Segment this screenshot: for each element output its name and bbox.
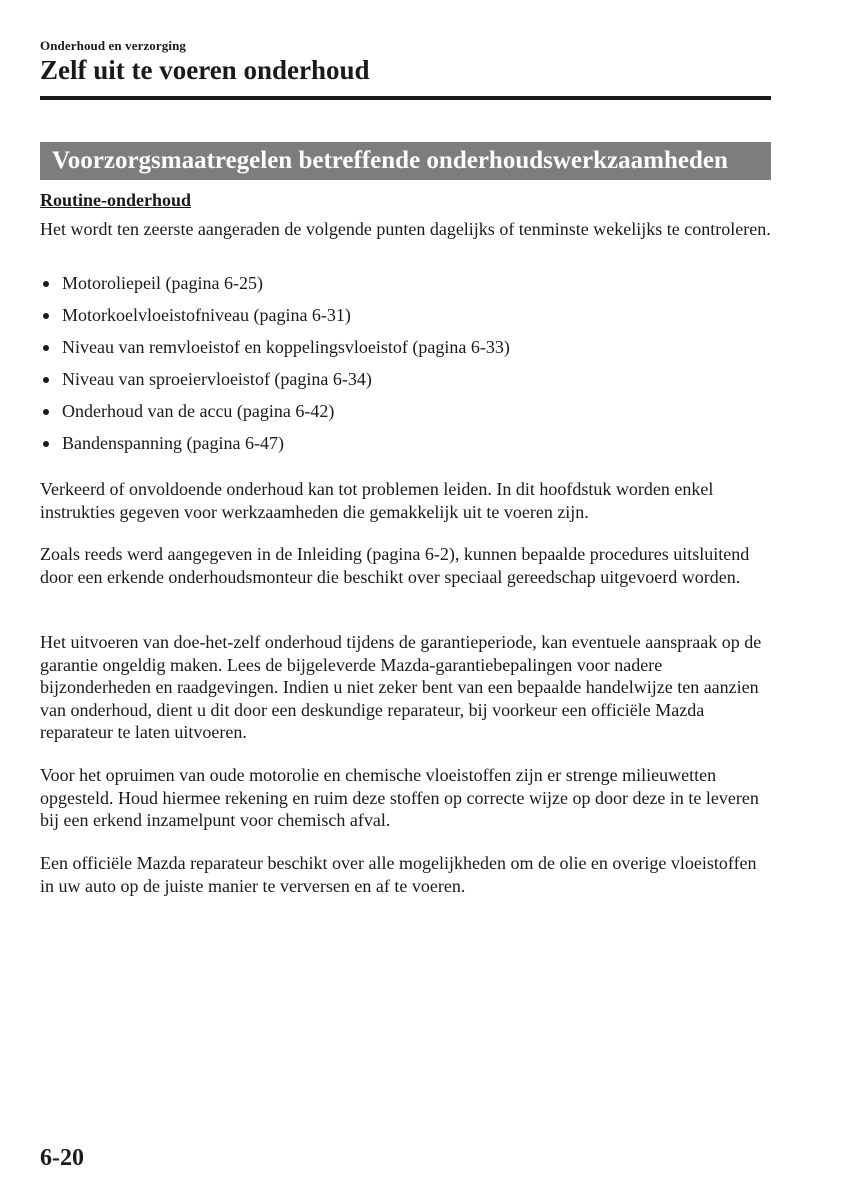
list-item-text: Niveau van sproeiervloeistof (pagina 6-34) (62, 369, 372, 389)
bullet-icon (43, 313, 49, 319)
list-item-text: Bandenspanning (pagina 6-47) (62, 433, 284, 453)
bullet-icon (43, 377, 49, 383)
routine-heading: Routine-onderhoud (40, 190, 192, 210)
paragraph-maintenance-warning: Verkeerd of onvoldoende onderhoud kan tot problemen leiden. In dit hoofdstuk worden enkel instrukties gegeven voor werkzaamheden die gemakkelijk uit te voeren zijn. (40, 479, 714, 522)
routine-checklist (40, 272, 510, 464)
section-banner (40, 142, 771, 180)
routine-intro: Het wordt ten zeerste aangeraden de volgende punten dagelijks of tenminste wekelijks te controleren. (40, 219, 771, 239)
paragraph-warranty: Het uitvoeren van doe-het-zelf onderhoud tijdens de garantieperiode, kan eventuele aanspraak op de garantie ongeldig maken. Lees de bijgeleverde Mazda-garantiebepalingen voor nadere bijzonderheden en raadgevingen. Indien u niet zeker bent van een bepaalde handelwijze ten aanzien van onderhoud, dient u dit door een deskundige reparateur, bij voorkeur een officiële Mazda reparateur te laten uitvoeren. (40, 632, 762, 742)
bullet-icon (43, 409, 49, 415)
page-title: Zelf uit te voeren onderhoud (40, 55, 370, 85)
paragraph-disposal: Voor het opruimen van oude motorolie en chemische vloeistoffen zijn er strenge milieuwetten opgesteld. Houd hiermee rekening en ruim deze stoffen op correcte wijze op door deze in te leveren bij een erkend inzamelpunt voor chemisch afval. (40, 765, 759, 830)
banner-title: Voorzorgsmaatregelen betreffende onderhoudswerkzaamheden (52, 147, 728, 174)
list-item-text: Onderhoud van de accu (pagina 6-42) (62, 401, 335, 421)
list-item (40, 336, 510, 368)
paragraph-procedures: Zoals reeds werd aangegeven in de Inleiding (pagina 6-2), kunnen bepaalde procedures uitsluitend door een erkende onderhoudsmonteur die beschikt over speciaal gereedschap uitgevoerd worden. (40, 544, 750, 587)
manual-page (40, 0, 771, 1200)
list-item-text: Niveau van remvloeistof en koppelingsvloeistof (pagina 6-33) (62, 337, 510, 357)
list-item-text: Motoroliepeil (pagina 6-25) (62, 273, 263, 293)
bullet-icon (43, 281, 49, 287)
list-item (40, 400, 510, 432)
list-item (40, 368, 510, 400)
list-item (40, 304, 510, 336)
list-item-text: Motorkoelvloeistofniveau (pagina 6-31) (62, 305, 351, 325)
page-number: 6-20 (40, 1145, 84, 1171)
section-label: Onderhoud en verzorging (40, 38, 187, 53)
list-item (40, 432, 510, 464)
bullet-icon (43, 441, 49, 447)
title-divider (40, 96, 771, 100)
list-item (40, 272, 510, 304)
bullet-icon (43, 345, 49, 351)
paragraph-dealer: Een officiële Mazda reparateur beschikt over alle mogelijkheden om de olie en overige vloeistoffen in uw auto op de juiste manier te verversen en af te voeren. (40, 853, 757, 896)
